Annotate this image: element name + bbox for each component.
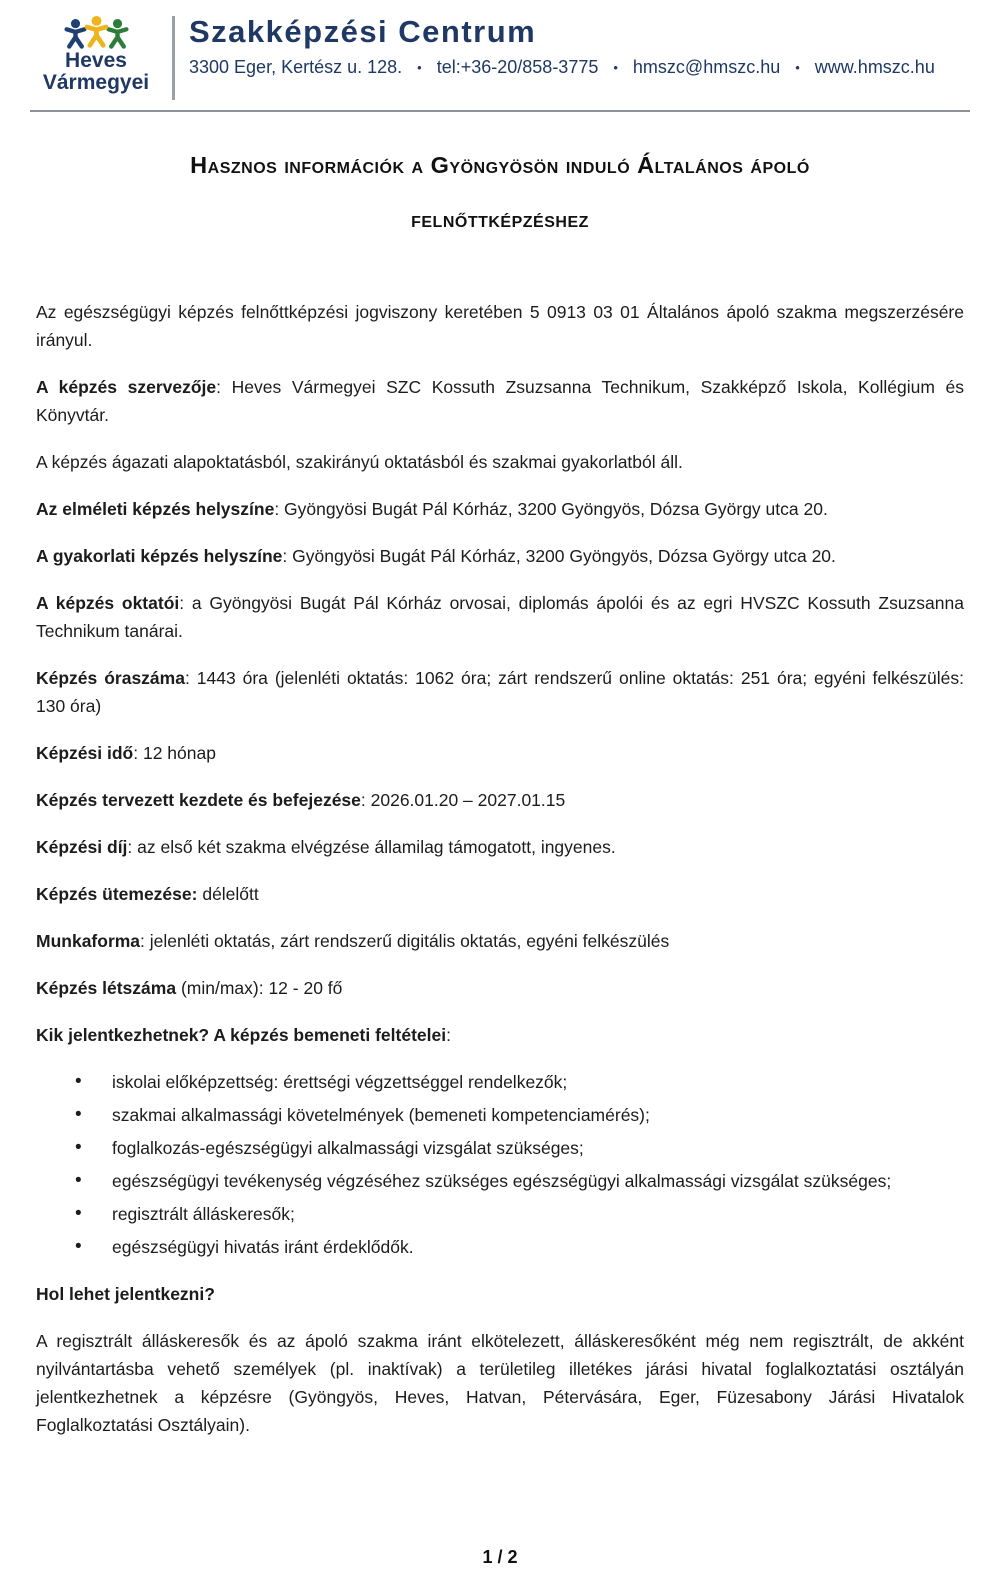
paragraph-intro-text: Az egészségügyi képzés felnőttképzési jogviszony keretében 5 0913 03 01 Általános ápoló szakma megszerzésére irányul. (36, 302, 964, 350)
logo-region-line1: Heves (65, 49, 127, 72)
who-can-apply-colon: : (446, 1025, 451, 1045)
hours-label: Képzés óraszáma (36, 668, 185, 688)
paragraph-organizer (36, 373, 964, 429)
organizer-text: : Heves Vármegyei SZC Kossuth Zsuzsanna Technikum, Szakképző Iskola, Kollégium és Könyvtár. (36, 377, 964, 425)
paragraph-fee (36, 833, 964, 861)
schedule-dates-text: : 2026.01.20 – 2027.01.15 (360, 790, 566, 810)
work-format-text: : jelenléti oktatás, zárt rendszerű digitális oktatás, egyéni felkészülés (140, 931, 670, 951)
fee-text: : az első két szakma elvégzése államilag támogatott, ingyenes. (127, 837, 616, 857)
paragraph-who-can-apply (36, 1021, 964, 1049)
who-can-apply-label: Kik jelentkezhetnek? A képzés bemeneti feltételei (36, 1025, 447, 1045)
list-item: • regisztrált álláskeresők; (112, 1200, 964, 1228)
daily-schedule-label: Képzés ütemezése: (36, 884, 198, 904)
duration-label: Képzési idő (36, 743, 134, 763)
instructors-label: A képzés oktatói (36, 593, 180, 613)
contact-line (189, 57, 970, 78)
theory-location-label: Az elméleti képzés helyszíne (36, 499, 275, 519)
paragraph-schedule-dates (36, 786, 964, 814)
theory-location-text: : Gyöngyösi Bugát Pál Kórház, 3200 Gyöngyös, Dózsa György utca 20. (274, 499, 828, 519)
paragraph-theory-location (36, 495, 964, 523)
paragraph-hours (36, 664, 964, 720)
org-address: 3300 Eger, Kertész u. 128. (189, 57, 403, 77)
separator-dot: • (417, 60, 422, 75)
practice-location-text: : Gyöngyösi Bugát Pál Kórház, 3200 Gyöngyös, Dózsa György utca 20. (282, 546, 836, 566)
document-body (36, 128, 964, 1458)
fee-label: Képzési díj (36, 837, 128, 857)
paragraph-headcount (36, 974, 964, 1002)
document-title (36, 150, 964, 234)
title-line-2: felnőttképzéshez (411, 206, 589, 232)
org-website: www.hmszc.hu (814, 57, 935, 77)
paragraph-where-to-apply-heading (36, 1280, 964, 1308)
paragraph-duration (36, 739, 964, 767)
paragraph-intro (36, 298, 964, 354)
org-email: hmszc@hmszc.hu (632, 57, 781, 77)
title-line-1: Hasznos információk a Gyöngyösön induló Általános ápoló (190, 152, 810, 178)
header-vertical-divider (172, 16, 175, 100)
duration-text: : 12 hónap (133, 743, 216, 763)
letterhead (30, 12, 970, 112)
page-number: 1 / 2 (482, 1547, 518, 1567)
paragraph-where-to-apply (36, 1327, 964, 1439)
hours-text: : 1443 óra (jelenléti oktatás: 1062 óra; zárt rendszerű online oktatás: 251 óra; egyéni felkészülés: 130 óra) (36, 668, 964, 716)
headcount-label: Képzés létszáma (36, 978, 177, 998)
list-item: • egészségügyi tevékenység végzéséhez szükséges egészségügyi alkalmassági vizsgálat szükséges; (112, 1167, 964, 1195)
where-to-apply-text: A regisztrált álláskeresők és az ápoló szakma iránt elkötelezett, álláskeresőként még nem regisztrált, de akként nyilvántartásba vehető személyek (pl. inaktívak) a területileg illetékes járási hivatal foglalkoztatási osztályán jelentkezhetnek a képzésre (Gyöngyös, Heves, Hatvan, Pétervására, Eger, Füzesabony Járási Hivatalok Foglalkoztatási Osztályain). (36, 1331, 964, 1435)
list-item: • szakmai alkalmassági követelmények (bemeneti kompetenciamérés); (112, 1101, 964, 1129)
org-block (189, 12, 970, 78)
paragraph-instructors (36, 589, 964, 645)
where-to-apply-heading: Hol lehet jelentkezni? (36, 1284, 215, 1304)
separator-dot: • (613, 60, 618, 75)
org-phone: tel:+36-20/858-3775 (436, 57, 599, 77)
list-item: • iskolai előképzettség: érettségi végzettséggel rendelkezők; (112, 1068, 964, 1096)
organizer-label: A képzés szervezője (36, 377, 217, 397)
org-name: Szakképzési Centrum (189, 14, 537, 49)
instructors-text: : a Gyöngyösi Bugát Pál Kórház orvosai, diplomás ápolói és az egri HVSZC Kossuth Zsuzsanna Technikum tanárai. (36, 593, 964, 641)
hmszc-logo (30, 12, 162, 94)
person-icon-yellow (83, 15, 110, 49)
daily-schedule-text: délelőtt (197, 884, 259, 904)
work-format-label: Munkaforma (36, 931, 141, 951)
logo-region-line2: Vármegyei (42, 71, 150, 94)
entry-requirements-list (36, 1068, 964, 1261)
schedule-dates-label: Képzés tervezett kezdete és befejezése (36, 790, 361, 810)
headcount-text: (min/max): 12 - 20 fő (176, 978, 343, 998)
structure-text: A képzés ágazati alapoktatásból, szakirányú oktatásból és szakmai gyakorlatból áll. (36, 452, 683, 472)
paragraph-daily-schedule (36, 880, 964, 908)
practice-location-label: A gyakorlati képzés helyszíne (36, 546, 283, 566)
separator-dot: • (795, 60, 800, 75)
paragraph-work-format (36, 927, 964, 955)
logo-figures (30, 16, 162, 50)
list-item: • egészségügyi hivatás iránt érdeklődők. (112, 1233, 964, 1261)
list-item: • foglalkozás-egészségügyi alkalmassági vizsgálat szükséges; (112, 1134, 964, 1162)
paragraph-structure (36, 448, 964, 476)
paragraph-practice-location (36, 542, 964, 570)
